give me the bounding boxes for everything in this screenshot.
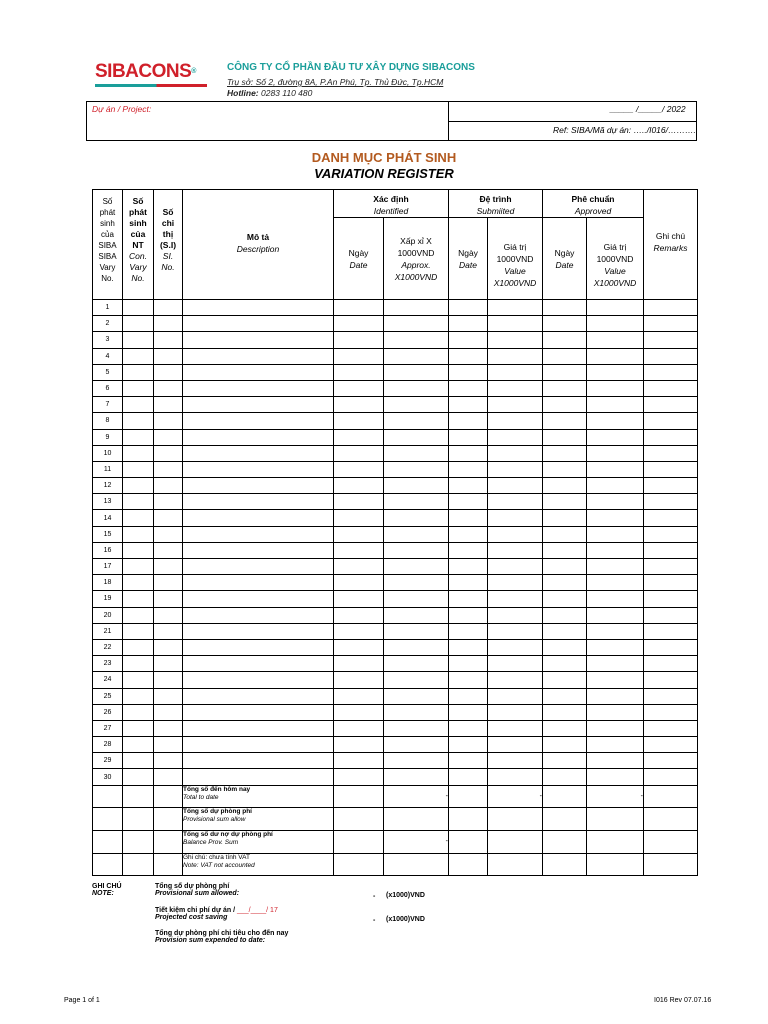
col-con-vary-no: Số phát sinh của NT Con. Vary No.: [123, 190, 154, 300]
col-si-no: Số chỉ thị (S.I) SI. No.: [154, 190, 183, 300]
table-row: [93, 380, 698, 396]
row-number: 18: [93, 575, 123, 591]
note-saving-unit: (x1000)VND: [386, 916, 425, 923]
row-number: 23: [93, 656, 123, 672]
table-row: [93, 559, 698, 575]
col-approved-date: Ngày Date: [543, 218, 587, 300]
table-row: [93, 672, 698, 688]
table-row: [93, 510, 698, 526]
table-row: [93, 429, 698, 445]
row-number: 19: [93, 591, 123, 607]
table-row: [93, 478, 698, 494]
row-number: 24: [93, 672, 123, 688]
title-vn: DANH MỤC PHÁT SINH: [311, 150, 457, 165]
company-address: Trụ sở: Số 2, đường 8A, P.An Phú, Tp. Thủ Đức, Tp.HCM: [227, 77, 444, 87]
table-row: [93, 737, 698, 753]
title-en: VARIATION REGISTER: [314, 166, 454, 181]
row-number: 9: [93, 429, 123, 445]
table-row: [93, 332, 698, 348]
col-approved-value: Giá trị 1000VND Value X1000VND: [587, 218, 644, 300]
row-number: 4: [93, 348, 123, 364]
row-number: 2: [93, 316, 123, 332]
table-row: [93, 607, 698, 623]
variation-register-table: [92, 189, 698, 876]
row-number: 14: [93, 510, 123, 526]
row-number: 20: [93, 607, 123, 623]
note-expended: Tổng dự phòng phí chi tiêu cho đến nay Provision sum expended to date:: [155, 930, 289, 944]
table-row: [93, 316, 698, 332]
row-number: 12: [93, 478, 123, 494]
row-number: 29: [93, 753, 123, 769]
row-number: 13: [93, 494, 123, 510]
note-provisional-unit: (x1000)VND: [386, 892, 425, 899]
table-row: [93, 300, 698, 316]
col-approved: Phê chuẩn Approved: [543, 190, 644, 218]
vat-row: Ghi chú: chưa tính VAT Note: VAT not accounted: [93, 853, 698, 875]
row-number: 7: [93, 397, 123, 413]
row-number: 17: [93, 559, 123, 575]
table-row: [93, 769, 698, 785]
col-siba-vary-no: Số phát sinh của SIBA SIBA Vary No.: [93, 190, 123, 300]
row-number: 5: [93, 364, 123, 380]
provisional-row: Tổng số dự phòng phí Provisional sum allow: [93, 807, 698, 830]
col-identified: Xác định Identified: [334, 190, 449, 218]
col-description: Mô tả Description: [183, 190, 334, 300]
table-row: [93, 720, 698, 736]
note-saving-value: -: [373, 917, 376, 924]
project-label: Dự án / Project:: [92, 104, 152, 114]
note-provisional: Tổng số dự phòng phí Provisional sum allowed:: [155, 883, 240, 897]
row-number: 30: [93, 769, 123, 785]
table-row: [93, 348, 698, 364]
table-row: [93, 364, 698, 380]
table-row: [93, 461, 698, 477]
project-ref: Ref: SIBA/Mã dự án: …../I016/……….: [553, 125, 696, 135]
row-number: 16: [93, 542, 123, 558]
company-name: CÔNG TY CỔ PHẦN ĐẦU TƯ XÂY DỰNG SIBACONS: [227, 62, 475, 73]
row-number: 1: [93, 300, 123, 316]
table-row: [93, 639, 698, 655]
table-row: [93, 656, 698, 672]
row-number: 8: [93, 413, 123, 429]
row-number: 25: [93, 688, 123, 704]
revision: I016 Rev 07.07.16: [654, 997, 712, 1004]
project-date: _____ /_____/ 2022: [610, 104, 686, 114]
table-row: [93, 494, 698, 510]
company-hotline: Hotline: 0283 110 480: [227, 88, 313, 98]
company-logo: SIBACONS®: [95, 62, 217, 90]
col-remarks: Ghi chú Remarks: [644, 190, 698, 300]
table-row: [93, 445, 698, 461]
table-row: [93, 688, 698, 704]
total-row: Tổng số đến hôm nay Total to date - - -: [93, 785, 698, 807]
row-number: 15: [93, 526, 123, 542]
table-row: [93, 753, 698, 769]
col-identified-date: Ngày Date: [334, 218, 384, 300]
row-number: 6: [93, 380, 123, 396]
row-number: 26: [93, 704, 123, 720]
table-row: [93, 704, 698, 720]
note-provisional-value: -: [373, 893, 376, 900]
table-row: [93, 397, 698, 413]
row-number: 22: [93, 639, 123, 655]
table-row: [93, 413, 698, 429]
row-number: 28: [93, 737, 123, 753]
table-row: [93, 575, 698, 591]
col-submitted-date: Ngày Date: [449, 218, 488, 300]
note-label: GHI CHÚ NOTE:: [92, 883, 122, 897]
page-number: Page 1 of 1: [64, 997, 100, 1004]
row-number: 3: [93, 332, 123, 348]
col-identified-approx: Xấp xỉ X 1000VND Approx. X1000VND: [384, 218, 449, 300]
balance-row: Tổng số dư nợ dự phòng phí Balance Prov. Sum -: [93, 830, 698, 853]
note-saving: Tiết kiệm chi phí dự án / ___/____/ 17 Projected cost saving: [155, 907, 278, 921]
row-number: 27: [93, 720, 123, 736]
table-row: [93, 623, 698, 639]
col-submitted-value: Giá trị 1000VND Value X1000VND: [488, 218, 543, 300]
row-number: 21: [93, 623, 123, 639]
col-submitted: Đệ trình Submiited: [449, 190, 543, 218]
table-row: [93, 542, 698, 558]
table-row: [93, 526, 698, 542]
row-number: 10: [93, 445, 123, 461]
table-row: [93, 591, 698, 607]
row-number: 11: [93, 461, 123, 477]
